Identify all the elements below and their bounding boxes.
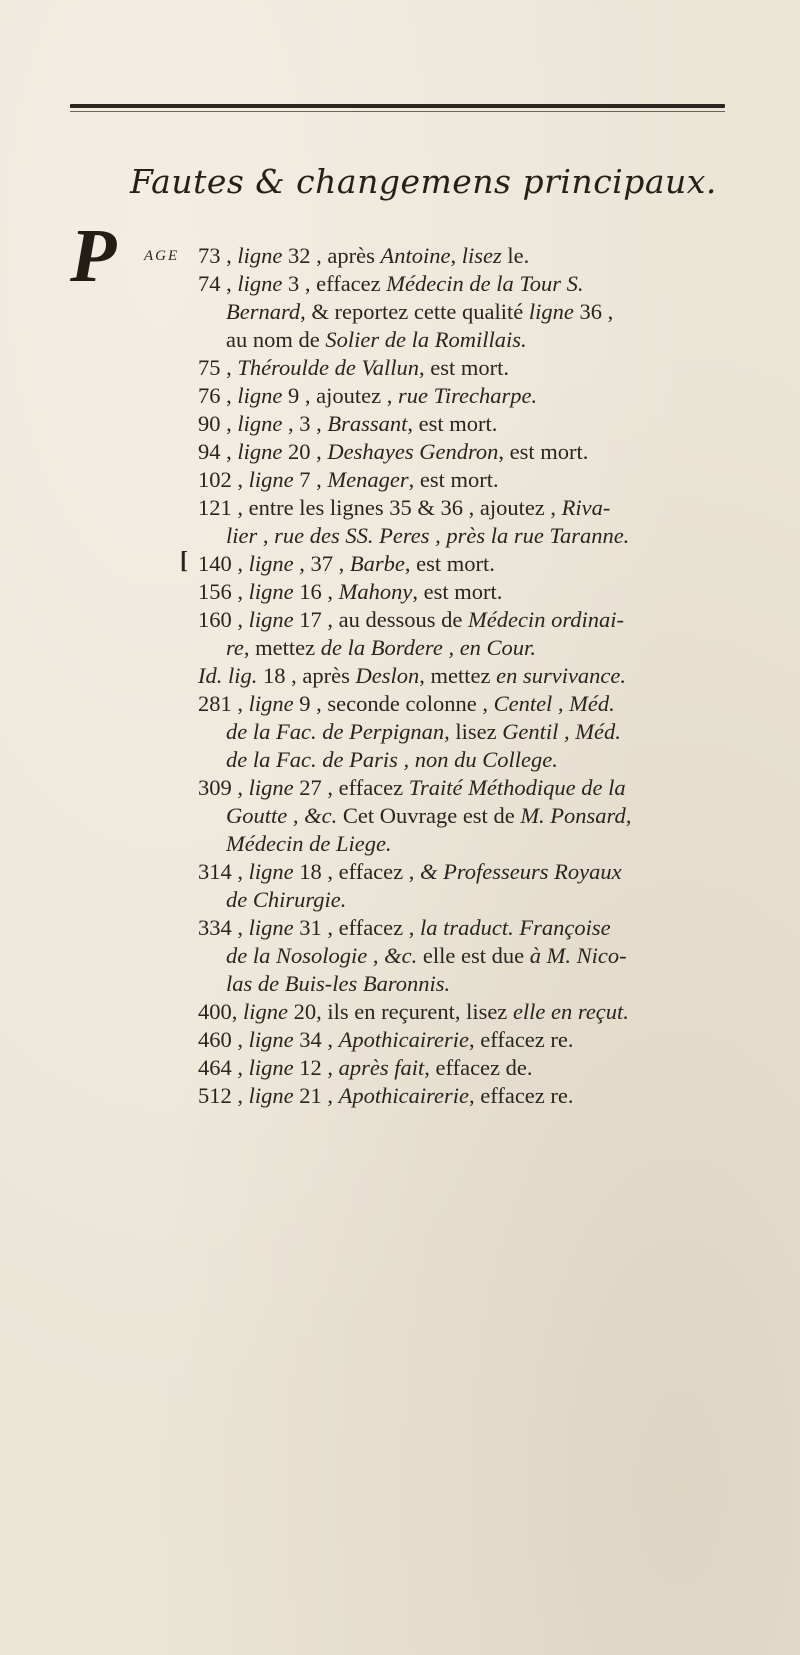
roman-text: 34 ,	[293, 1027, 339, 1052]
roman-text: 76 ,	[198, 383, 238, 408]
italic-text: & Professeurs Royaux	[420, 859, 622, 884]
italic-text: de la Nosologie , &c.	[226, 943, 418, 968]
italic-text: Mahony	[338, 579, 413, 604]
margin-bracket: [	[180, 548, 188, 574]
errata-line	[198, 914, 611, 942]
roman-text: 32 , après	[282, 243, 381, 268]
italic-text: ligne	[237, 383, 283, 408]
errata-line	[198, 438, 588, 466]
roman-text: 3 , effacez	[282, 271, 387, 296]
roman-text: 400,	[198, 999, 243, 1024]
errata-line	[198, 606, 624, 634]
italic-text: ligne	[248, 915, 294, 940]
italic-text: ligne	[248, 551, 294, 576]
roman-text: 7 ,	[293, 467, 328, 492]
italic-text: Menager	[327, 467, 409, 492]
roman-text: 281 ,	[198, 691, 249, 716]
italic-text: ligne	[237, 439, 283, 464]
errata-line	[198, 466, 499, 494]
italic-text: ligne	[248, 691, 294, 716]
italic-text: Traité Méthodique de la	[408, 775, 626, 800]
italic-text: ligne	[248, 1083, 294, 1108]
roman-text: , mettez	[243, 635, 321, 660]
roman-text: , mettez	[419, 663, 497, 688]
roman-text: , est mort.	[408, 467, 499, 492]
italic-text: Id. lig.	[198, 663, 258, 688]
roman-text: ,	[450, 243, 462, 268]
roman-text: elle est due	[417, 943, 530, 968]
roman-text: 464 ,	[198, 1055, 249, 1080]
italic-text: lisez	[461, 243, 502, 268]
roman-text: 9 , seconde colonne ,	[293, 691, 494, 716]
errata-line	[198, 270, 584, 298]
italic-text: Brassant	[327, 411, 408, 436]
errata-line	[226, 634, 536, 662]
roman-text: 314 ,	[198, 859, 249, 884]
errata-line	[226, 942, 627, 970]
italic-text: Médecin ordinai-	[467, 607, 624, 632]
roman-text: 9 , ajoutez ,	[282, 383, 398, 408]
errata-line	[226, 298, 613, 326]
italic-text: après fait	[338, 1055, 425, 1080]
italic-text: Deshayes Gendron	[327, 439, 499, 464]
roman-text: 75 ,	[198, 355, 238, 380]
roman-text: 36 ,	[573, 299, 614, 324]
italic-text: ligne	[248, 859, 294, 884]
roman-text: 20, ils en reçurent, lisez	[288, 999, 513, 1024]
italic-text: lier , rue des SS. Peres , près la rue Taranne.	[226, 523, 630, 548]
italic-text: ligne	[237, 271, 283, 296]
roman-text: 121 , entre les lignes 35 & 36 , ajoutez ,	[198, 495, 562, 520]
errata-line	[226, 830, 392, 858]
errata-line	[226, 522, 629, 550]
italic-text: Médecin de la Tour S.	[386, 271, 584, 296]
errata-line	[198, 662, 626, 690]
roman-text: , lisez	[444, 719, 503, 744]
roman-text: , & reportez cette qualité	[300, 299, 529, 324]
italic-text: Médecin de Liege.	[226, 831, 392, 856]
roman-text: 512 ,	[198, 1083, 249, 1108]
italic-text: ligne	[243, 999, 288, 1024]
italic-text: Apothicairerie	[338, 1083, 470, 1108]
roman-text: 309 ,	[198, 775, 249, 800]
errata-line	[198, 998, 629, 1026]
errata-line	[198, 494, 610, 522]
page-heading: Fautes & changemens principaux.	[130, 162, 717, 201]
italic-text: Gentil , Méd.	[502, 719, 621, 744]
roman-text: 102 ,	[198, 467, 249, 492]
italic-text: las de Buis-les Baronnis.	[226, 971, 451, 996]
roman-text: 73 ,	[198, 243, 238, 268]
italic-text: M. Ponsard,	[520, 803, 632, 828]
errata-line	[198, 382, 537, 410]
errata-line	[226, 886, 346, 914]
italic-text: Deslon	[355, 663, 420, 688]
roman-text: 18 , effacez ,	[293, 859, 421, 884]
italic-text: ligne	[248, 1027, 294, 1052]
errata-line	[198, 1054, 533, 1082]
italic-text: de la Fac. de Perpignan	[226, 719, 445, 744]
italic-text: ligne	[248, 775, 294, 800]
roman-text: , est mort.	[419, 355, 510, 380]
italic-text: ligne	[237, 411, 283, 436]
roman-text: , est mort.	[407, 411, 498, 436]
roman-text: , effacez re.	[469, 1027, 574, 1052]
errata-line	[226, 970, 450, 998]
italic-text: en survivance.	[496, 663, 627, 688]
roman-text: 460 ,	[198, 1027, 249, 1052]
roman-text: 94 ,	[198, 439, 238, 464]
roman-text: 140 ,	[198, 551, 249, 576]
italic-text: de Chirurgie.	[226, 887, 347, 912]
roman-text: 156 ,	[198, 579, 249, 604]
italic-text: ligne	[248, 607, 294, 632]
italic-text: ligne	[248, 579, 294, 604]
roman-text: Cet Ouvrage est de	[337, 803, 521, 828]
errata-line	[226, 802, 631, 830]
errata-line	[198, 690, 615, 718]
italic-text: de la Bordere , en Cour.	[320, 635, 536, 660]
italic-text: ligne	[237, 243, 283, 268]
italic-text: elle en reçut.	[512, 999, 629, 1024]
errata-line	[198, 1026, 574, 1054]
italic-text: Riva-	[561, 495, 611, 520]
roman-text: 31 , effacez ,	[293, 915, 421, 940]
errata-line	[198, 354, 509, 382]
roman-text: , 37 ,	[293, 551, 350, 576]
roman-text: 16 ,	[293, 579, 339, 604]
roman-text: au nom de	[226, 327, 326, 352]
italic-text: Bernard	[226, 299, 301, 324]
header-rule-thin	[70, 111, 725, 112]
roman-text: 27 , effacez	[293, 775, 409, 800]
roman-text: 20 ,	[282, 439, 328, 464]
italic-text: re	[226, 635, 244, 660]
roman-text: , est mort.	[498, 439, 589, 464]
errata-line	[198, 242, 529, 270]
roman-text: le.	[501, 243, 530, 268]
roman-text: 74 ,	[198, 271, 238, 296]
errata-line	[198, 550, 495, 578]
errata-line	[198, 410, 497, 438]
roman-text: , 3 ,	[282, 411, 328, 436]
italic-text: Barbe	[349, 551, 405, 576]
italic-text: Goutte , &c.	[226, 803, 338, 828]
roman-text: , effacez re.	[469, 1083, 574, 1108]
italic-text: ligne	[528, 299, 574, 324]
italic-text: Solier de la Romillais.	[325, 327, 527, 352]
roman-text: , effacez de.	[424, 1055, 533, 1080]
roman-text: 17 , au dessous de	[293, 607, 468, 632]
errata-line	[198, 858, 622, 886]
drop-cap: P	[70, 214, 117, 298]
italic-text: la traduct. Françoise	[420, 915, 611, 940]
header-rule	[70, 104, 725, 108]
errata-line	[198, 774, 626, 802]
errata-line	[226, 718, 621, 746]
italic-text: Antoine	[380, 243, 451, 268]
italic-text: ligne	[248, 467, 294, 492]
italic-text: ligne	[248, 1055, 294, 1080]
roman-text: 18 , après	[257, 663, 356, 688]
roman-text: , est mort.	[404, 551, 495, 576]
roman-text: 160 ,	[198, 607, 249, 632]
roman-text: 90 ,	[198, 411, 238, 436]
errata-line	[198, 578, 502, 606]
roman-text: , est mort.	[412, 579, 503, 604]
page-prefix: AGE	[144, 248, 180, 264]
roman-text: 21 ,	[293, 1083, 339, 1108]
italic-text: à M. Nico-	[529, 943, 627, 968]
errata-line	[226, 746, 558, 774]
errata-line	[226, 326, 527, 354]
italic-text: de la Fac. de Paris , non du College.	[226, 747, 558, 772]
italic-text: Apothicairerie	[338, 1027, 470, 1052]
errata-line	[198, 1082, 574, 1110]
italic-text: Théroulde de Vallun	[237, 355, 420, 380]
roman-text: 334 ,	[198, 915, 249, 940]
italic-text: rue Tirecharpe.	[397, 383, 538, 408]
roman-text: 12 ,	[293, 1055, 339, 1080]
italic-text: Centel , Méd.	[493, 691, 615, 716]
